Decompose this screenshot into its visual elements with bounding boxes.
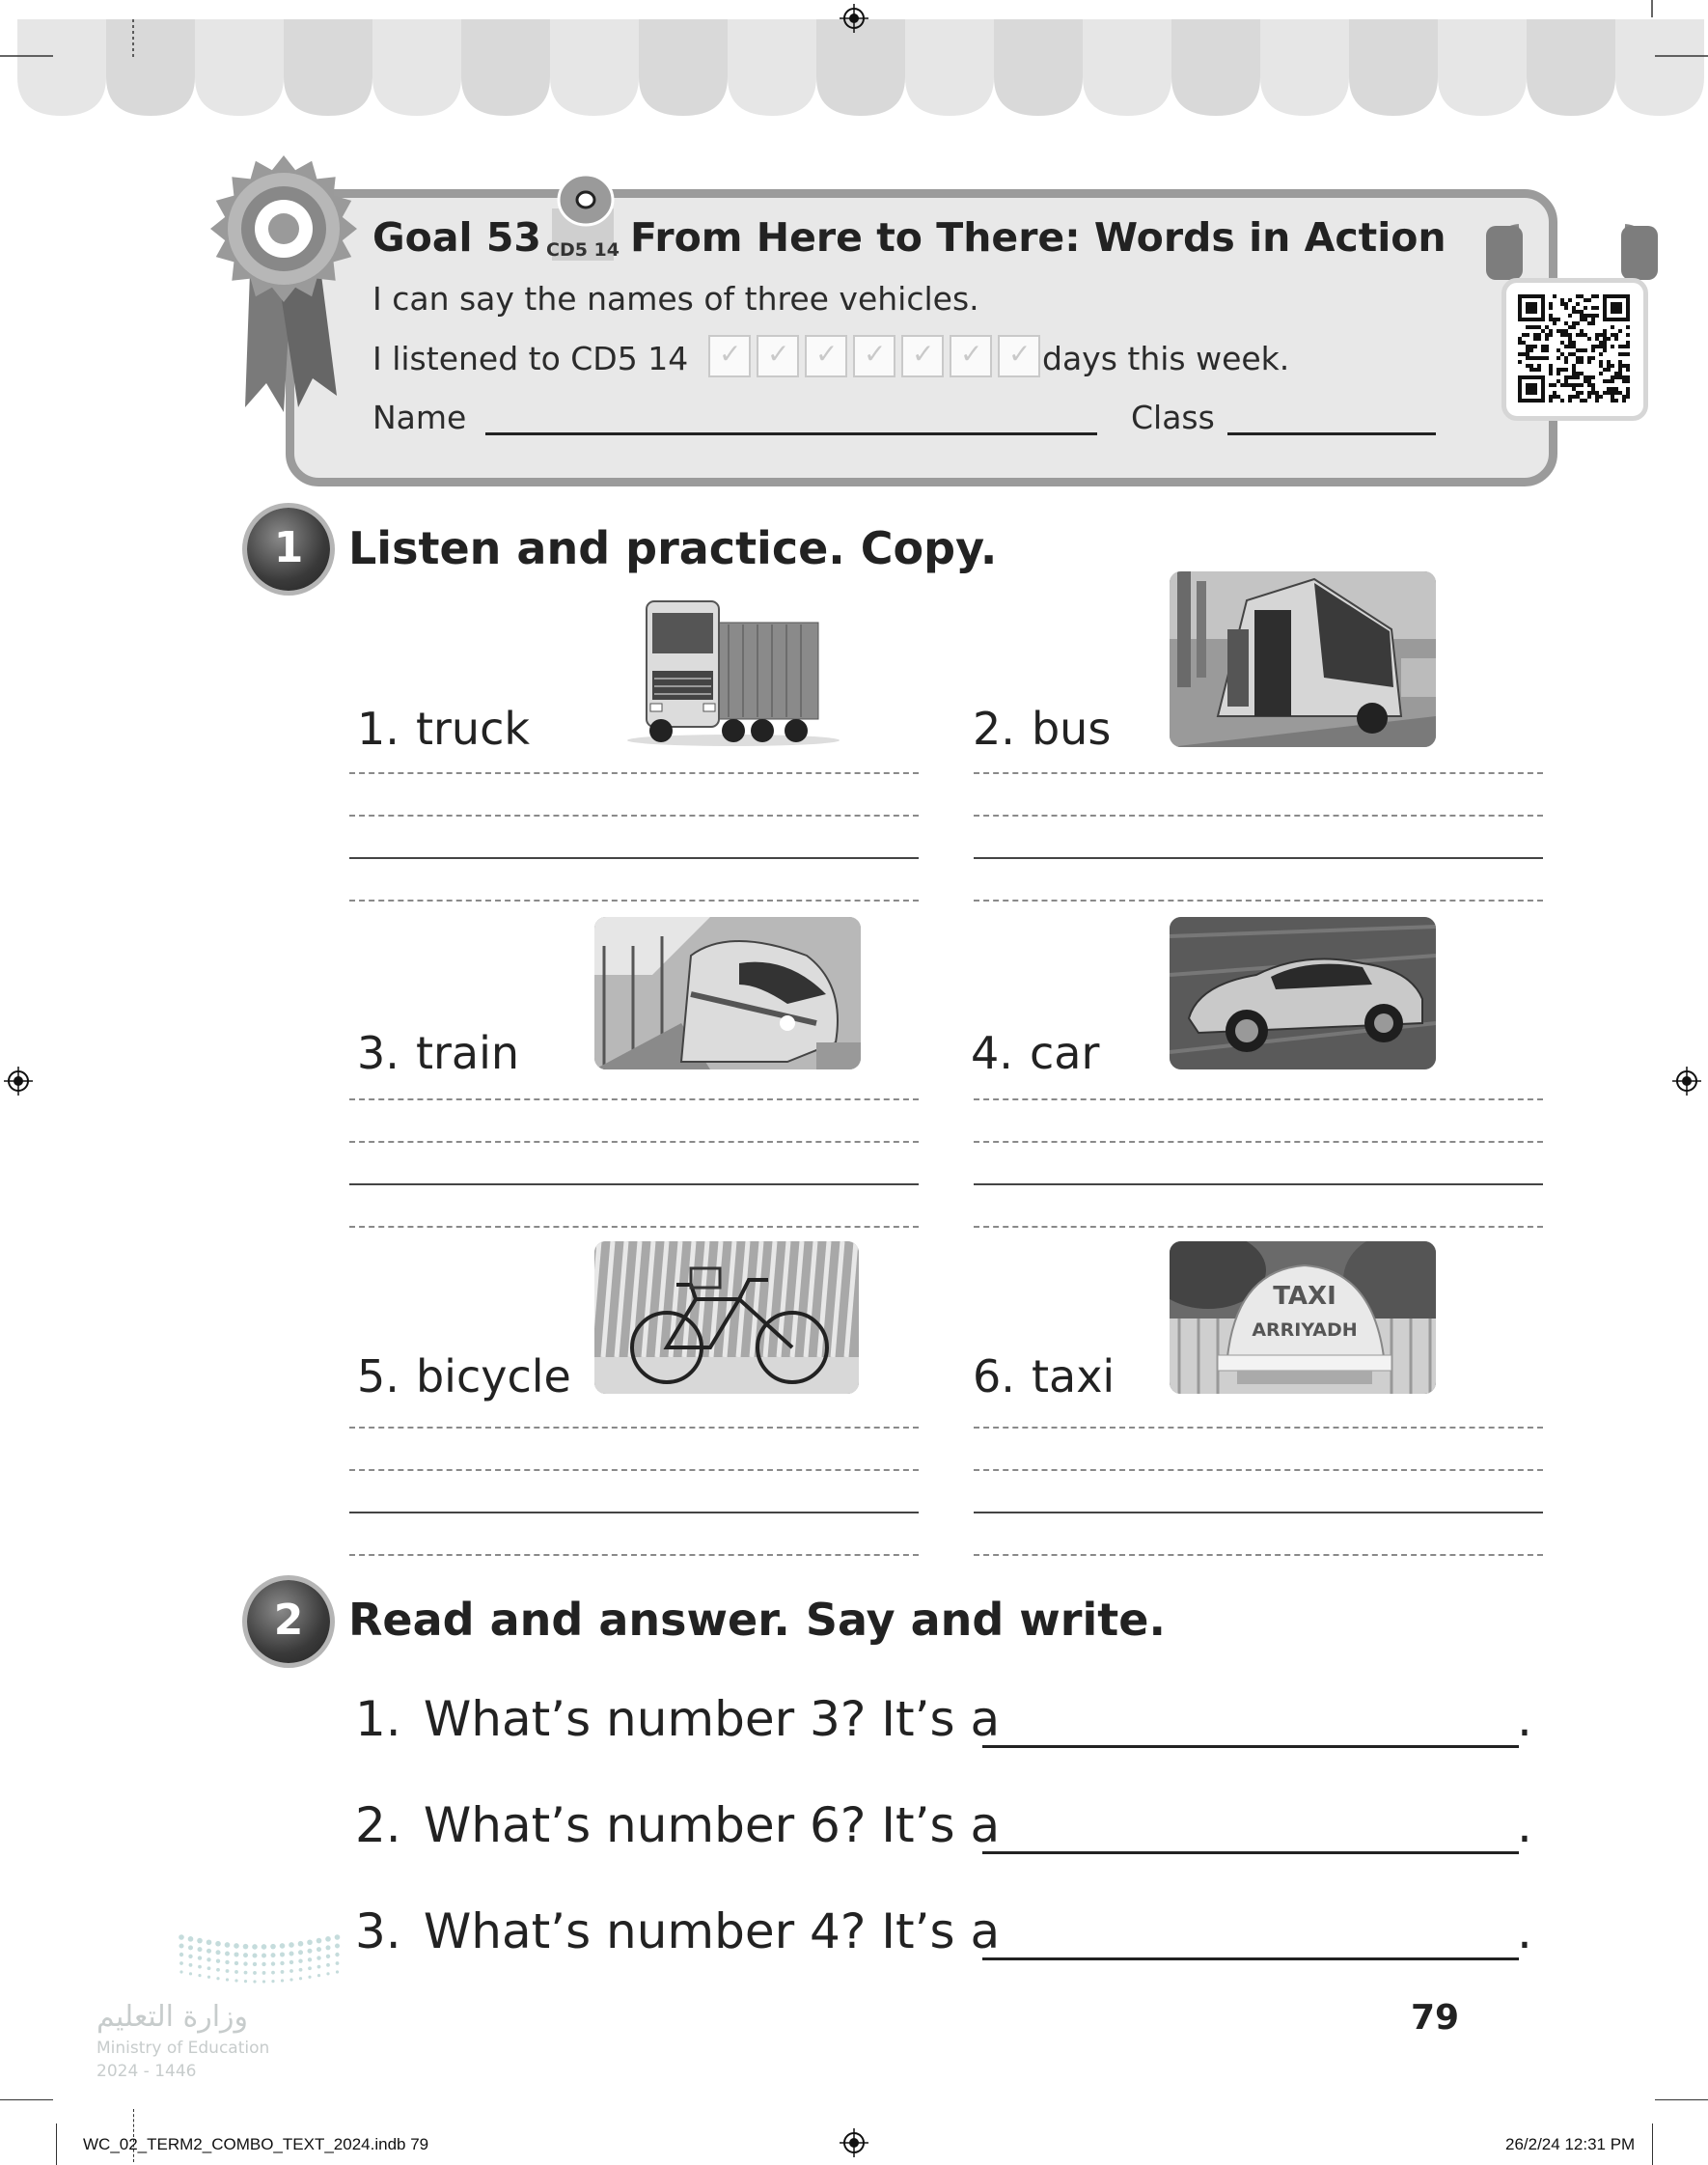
day-checkbox[interactable] [757, 335, 799, 377]
vocab-number: 6. [973, 1350, 1015, 1402]
answer-end-period: . [1517, 1797, 1532, 1853]
name-input-line[interactable] [485, 432, 1097, 435]
award-ribbon-icon [207, 147, 361, 417]
footer-date: 26/2/24 12:31 PM [1505, 2135, 1636, 2153]
answer-line-1[interactable] [982, 1745, 1519, 1748]
vocab-word: bicycle [415, 1350, 571, 1402]
ministry-logo-dots-icon [174, 1926, 347, 1993]
taxi-sign-top: TAXI [1273, 1282, 1336, 1311]
question-number: 1. [355, 1691, 401, 1747]
copy-lines-car[interactable] [974, 1098, 1543, 1228]
train-photo [594, 917, 861, 1069]
listened-prefix: I listened to CD5 14 [372, 340, 689, 377]
answer-line-3[interactable] [982, 1957, 1519, 1960]
registration-mark-icon [840, 4, 868, 33]
section-2-number: 2 [247, 1580, 330, 1663]
vocab-item-bus [973, 703, 1111, 755]
taxi-photo [1170, 1241, 1436, 1394]
copy-lines-train[interactable] [349, 1098, 919, 1228]
taxi-sign-graphic [1170, 1241, 1436, 1394]
day-checkbox[interactable] [950, 335, 992, 377]
ministry-name-arabic: وزارة التعليم [96, 2000, 249, 2034]
day-checkbox[interactable] [901, 335, 944, 377]
question-number: 3. [355, 1903, 401, 1959]
page-number: 79 [1411, 1998, 1460, 2038]
answer-end-period: . [1517, 1903, 1532, 1959]
vocab-number: 2. [973, 703, 1015, 755]
copy-lines-bicycle[interactable] [349, 1427, 919, 1556]
vocab-word: car [1029, 1027, 1100, 1079]
cd-track-label: CD5 14 [546, 239, 620, 261]
vocab-number: 4. [971, 1027, 1013, 1079]
ministry-name-english: Ministry of Education [96, 2039, 270, 2058]
taxi-sign-bottom: ARRIYADH [1252, 1319, 1358, 1341]
question-text: What’s number 4? It’s a [423, 1903, 1001, 1959]
vocab-item-bicycle [357, 1350, 571, 1402]
listening-checkboxes [708, 335, 1046, 377]
lesson-title: From Here to There: Words in Action [630, 214, 1446, 261]
qr-code-icon [1518, 294, 1630, 402]
vocab-item-truck [357, 703, 530, 755]
vocab-number: 5. [357, 1350, 399, 1402]
bus-photo [1170, 571, 1436, 747]
registration-mark-icon [1672, 1067, 1701, 1096]
day-checkbox[interactable] [998, 335, 1040, 377]
bicycle-photo [594, 1241, 859, 1394]
vocab-word: truck [415, 703, 531, 755]
registration-mark-icon [4, 1067, 33, 1096]
question-1 [355, 1691, 1000, 1747]
vocab-word: bus [1031, 703, 1112, 755]
copy-lines-truck[interactable] [349, 772, 919, 902]
class-label: Class [1131, 399, 1215, 436]
answer-line-2[interactable] [982, 1851, 1519, 1854]
car-photo [1170, 917, 1436, 1069]
goal-number: Goal 53 [372, 214, 541, 261]
listened-suffix: days this week. [1042, 340, 1290, 377]
copy-lines-bus[interactable] [974, 772, 1543, 902]
cd-icon-group [546, 170, 623, 264]
ministry-years: 2024 - 1446 [96, 2062, 197, 2081]
copy-lines-taxi[interactable] [974, 1427, 1543, 1556]
class-input-line[interactable] [1227, 432, 1436, 435]
vocab-item-train [357, 1027, 519, 1079]
registration-mark-icon [840, 2128, 868, 2157]
vocab-number: 1. [357, 703, 399, 755]
crop-mark [0, 2099, 53, 2100]
day-checkbox[interactable] [708, 335, 751, 377]
question-2 [355, 1797, 1000, 1853]
qr-code[interactable] [1501, 278, 1648, 421]
section-1-title: Listen and practice. Copy. [348, 522, 998, 574]
vocab-item-car [971, 1027, 1099, 1079]
vocab-word: taxi [1031, 1350, 1116, 1402]
vocab-number: 3. [357, 1027, 399, 1079]
cd-disc-icon [556, 170, 616, 230]
footer-filename: WC_02_TERM2_COMBO_TEXT_2024.indb 79 [83, 2135, 429, 2153]
day-checkbox[interactable] [853, 335, 895, 377]
section-2-title: Read and answer. Say and write. [348, 1594, 1166, 1646]
question-3 [355, 1903, 1000, 1959]
answer-end-period: . [1517, 1691, 1532, 1747]
crop-mark [1652, 2123, 1653, 2165]
question-text: What’s number 3? It’s a [423, 1691, 1001, 1747]
vocab-item-taxi [973, 1350, 1115, 1402]
truck-photo [618, 594, 840, 748]
section-1-number: 1 [247, 508, 330, 591]
goal-objective: I can say the names of three vehicles. [372, 280, 979, 318]
crop-mark [1655, 2099, 1708, 2100]
question-text: What’s number 6? It’s a [423, 1797, 1001, 1853]
crop-mark [56, 2123, 57, 2165]
day-checkbox[interactable] [805, 335, 847, 377]
name-label: Name [372, 399, 467, 436]
vocab-word: train [415, 1027, 520, 1079]
question-number: 2. [355, 1797, 401, 1853]
